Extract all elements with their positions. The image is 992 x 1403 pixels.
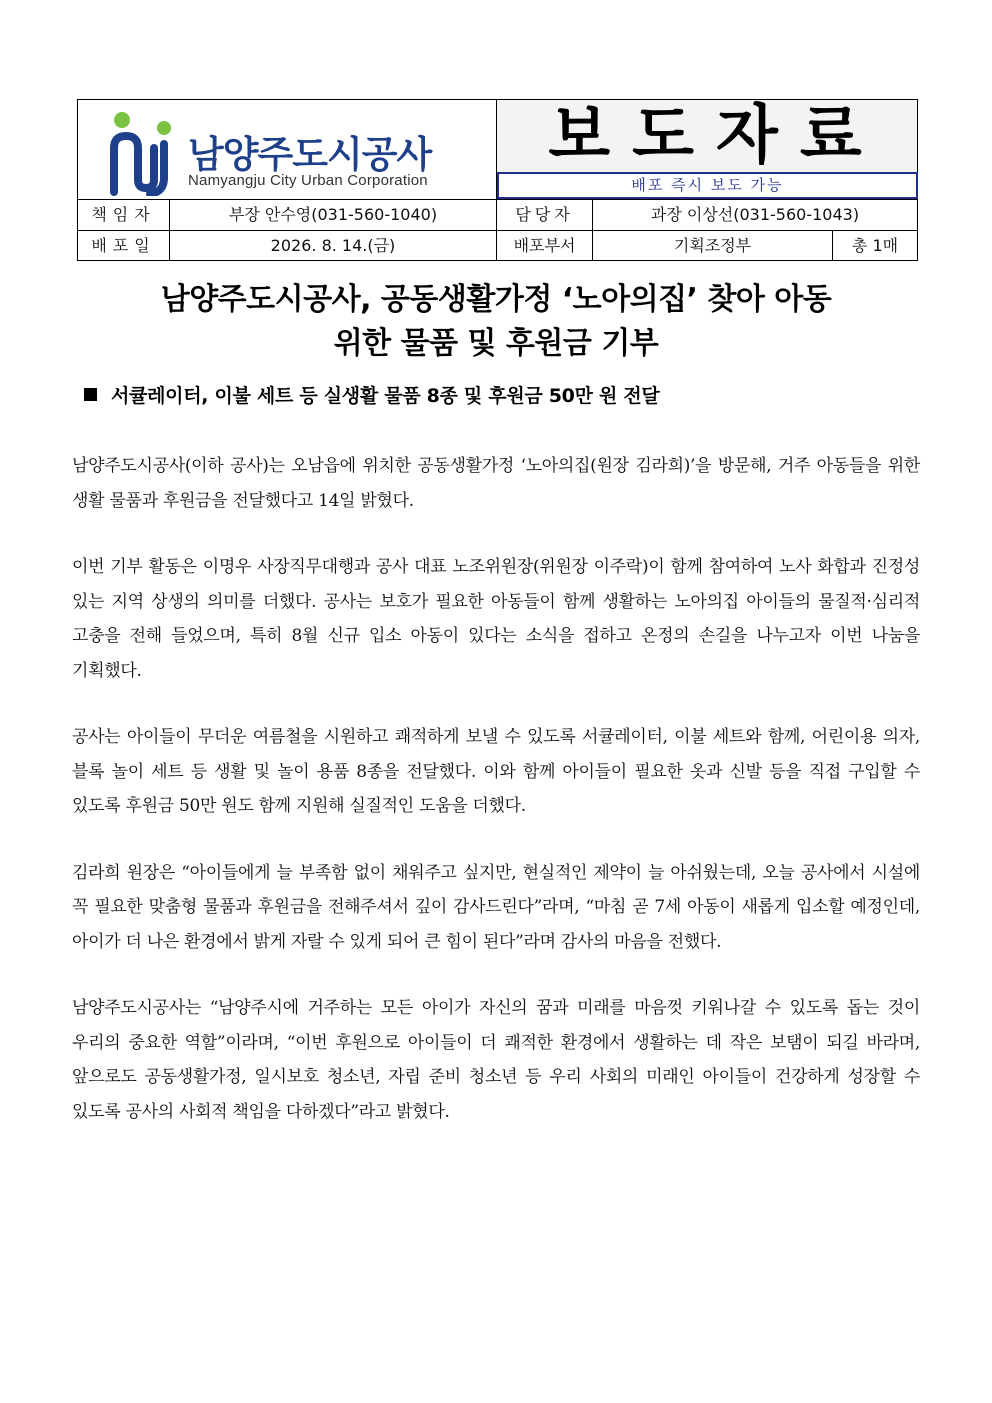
logo-cell <box>78 100 497 199</box>
headline-line-1: 남양주도시공사, 공동생활가정 ‘노아의집’ 찾아 아동 <box>160 282 832 317</box>
body-paragraph: 남양주도시공사(이하 공사)는 오남읍에 위치한 공동생활가정 ‘노아의집(원장 김라희)’을 방문해, 거주 아동들을 위한 생활 물품과 후원금을 전달했다고 14일 밝혔다. <box>72 456 920 511</box>
logo-text-korean: 남양주도시공사 <box>188 133 432 176</box>
headline-line-2: 위한 물품 및 후원금 기부 <box>333 326 659 361</box>
responsible-label: 책임자 <box>78 200 170 230</box>
subheadline-text: 서큘레이터, 이불 세트 등 실생활 물품 8종 및 후원금 50만 원 전달 <box>111 385 660 407</box>
press-release-header <box>77 99 918 261</box>
subheadline <box>84 381 659 408</box>
article-body <box>72 449 920 1161</box>
date-value: 2026. 8. 14.(금) <box>170 231 497 261</box>
meta-row-responsible <box>78 199 917 230</box>
contact-value: 과장 이상선(031-560-1043) <box>650 205 860 224</box>
corporation-logo-icon <box>104 108 182 196</box>
date-label: 배포일 <box>78 231 170 261</box>
body-paragraph: 김라희 원장은 “아이들에게 늘 부족함 없이 채워주고 싶지만, 현실적인 제약이 늘 아쉬웠는데, 오늘 공사에서 시설에 꼭 필요한 맞춤형 물품과 후원금을 전해주셔서 깊이 감사드린다”라며, “마침 곧 7세 아동이 새롭게 입소할 예정인데, 아이가 더 나은 환경에서 밝게 자랄 수 있게 되어 큰 힘이 된다”라며 감사의 마음을 전했다. <box>72 862 920 952</box>
logo-text-english: Namyangju City Urban Corporation <box>188 172 428 189</box>
body-paragraph: 남양주도시공사는 “남양주시에 거주하는 모든 아이가 자신의 꿈과 미래를 마음껏 키워나갈 수 있도록 돕는 것이 우리의 중요한 역할”이라며, “이번 후원으로 아이들이 더 쾌적한 환경에서 생활하는 데 작은 보탬이 되길 바라며, 앞으로도 공동생활가정, 일시보호 청소년, 자립 준비 청소년 등 우리 사회의 미래인 아이들이 건강하게 성장할 수 있도록 공사의 사회적 책임을 다하겠다”라고 밝혔다. <box>72 998 920 1122</box>
body-paragraph: 이번 기부 활동은 이명우 사장직무대행과 공사 대표 노조위원장(위원장 이주락)이 함께 참여하여 노사 화합과 진정성 있는 지역 상생의 의미를 더했다. 공사는 보호가 필요한 아동들이 함께 생활하는 노아의집 아이들의 물질적·심리적 고충을 전해 들었으며, 특히 8월 신규 입소 아동이 있다는 소식을 접하고 온정의 손길을 나누고자 이번 나눔을 기획했다. <box>72 557 920 681</box>
body-paragraph: 공사는 아이들이 무더운 여름철을 시원하고 쾌적하게 보낼 수 있도록 서큘레이터, 이불 세트와 함께, 어린이용 의자, 블록 놀이 세트 등 생활 및 놀이 용품 8종을 전달했다. 이와 함께 아이들이 필요한 옷과 신발 등을 직접 구입할 수 있도록 후원금 50만 원도 함께 지원해 실질적인 도움을 더했다. <box>72 727 920 816</box>
contact-label: 담당자 <box>497 200 593 230</box>
square-bullet-icon <box>84 388 97 401</box>
responsible-value: 부장 안수영(031-560-1040) <box>170 200 497 230</box>
press-release-title: 보도자료 <box>548 99 884 173</box>
headline <box>60 278 932 366</box>
press-release-title-cell <box>497 100 917 172</box>
release-note-box: 배포 즉시 보도 가능 <box>497 172 918 199</box>
page-count: 총 1매 <box>851 236 899 255</box>
meta-row-distribution <box>78 230 917 261</box>
dept-value: 기획조정부 <box>593 231 833 261</box>
dept-label: 배포부서 <box>497 231 593 261</box>
